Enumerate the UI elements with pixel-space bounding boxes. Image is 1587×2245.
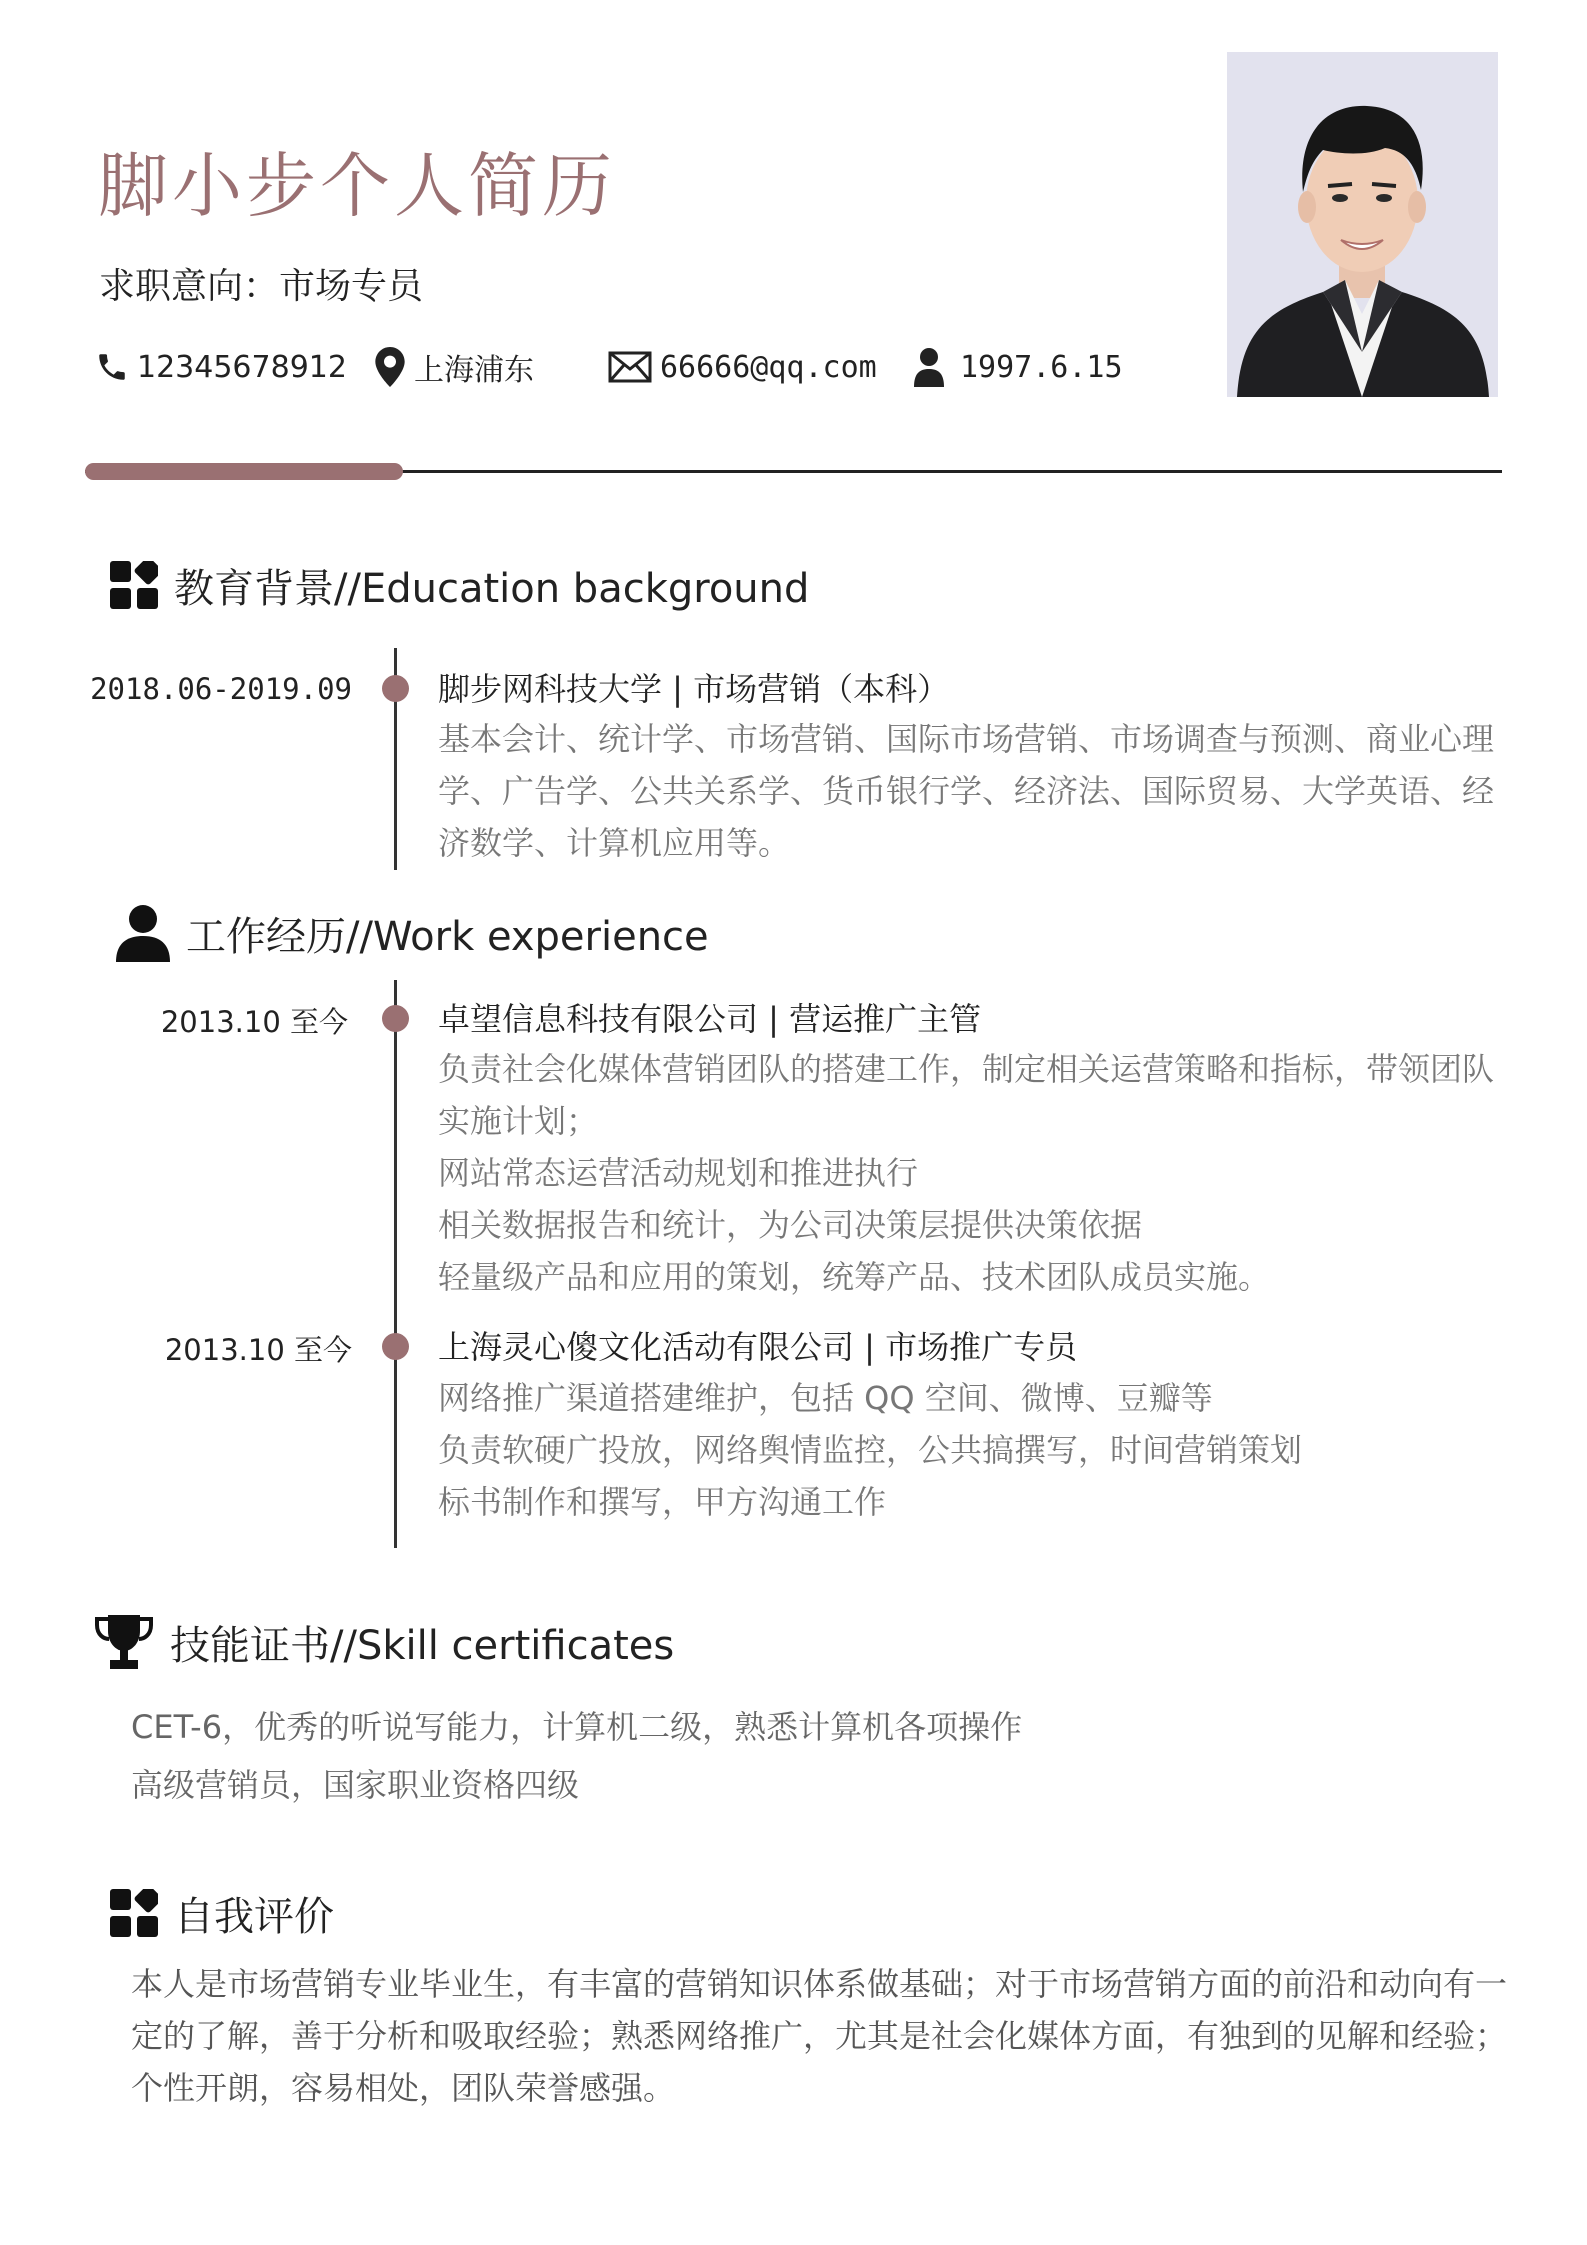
contact-location	[374, 342, 534, 392]
self-heading	[110, 1884, 334, 1942]
email-value: 66666@qq.com	[660, 349, 877, 385]
skills-heading	[94, 1612, 674, 1672]
work-date: 2013.10 至今	[160, 1005, 348, 1039]
self-heading-label: 自我评价	[174, 1893, 334, 1940]
user-silhouette-icon	[116, 904, 170, 962]
envelope-icon	[608, 351, 652, 383]
education-date: 2018.06-2019.09	[90, 672, 352, 706]
birthday-value: 1997.6.15	[960, 349, 1123, 385]
phone-value: 12345678912	[137, 349, 347, 385]
location-value: 上海浦东	[414, 353, 534, 388]
trophy-icon	[94, 1613, 154, 1671]
phone-icon	[95, 350, 129, 384]
grid-icon	[110, 561, 158, 609]
work-date: 2013.10 至今	[164, 1333, 352, 1367]
contact-email	[608, 342, 877, 392]
map-pin-icon	[374, 347, 406, 387]
work-timeline	[394, 980, 397, 1548]
person-icon	[912, 347, 946, 387]
education-heading-label: 教育背景//Education background	[174, 565, 810, 612]
header-divider-accent	[85, 463, 403, 480]
education-description: 基本会计、统计学、市场营销、国际市场营销、市场调查与预测、商业心理学、广告学、公共关系学、货币银行学、经济法、国际贸易、大学英语、经济数学、计算机应用等。	[438, 720, 1495, 862]
self-evaluation-text: 本人是市场营销专业毕业生，有丰富的营销知识体系做基础；对于市场营销方面的前沿和动向有一定的了解，善于分析和吸取经验；熟悉网络推广，尤其是社会化媒体方面，有独到的见解和经验；个性开朗，容易相处，团队荣誉感强。	[131, 1965, 1508, 2107]
job-intent: 求职意向：市场专员	[99, 266, 424, 307]
work-heading	[116, 904, 709, 962]
contact-birthday	[912, 342, 1123, 392]
timeline-dot	[382, 1333, 409, 1360]
timeline-dot	[382, 1005, 409, 1032]
education-title: 脚步网科技大学 | 市场营销（本科）	[438, 670, 950, 708]
work-title: 上海灵心傻文化活动有限公司 | 市场推广专员	[438, 1328, 1078, 1366]
work-title: 卓望信息科技有限公司 | 营运推广主管	[438, 1000, 982, 1038]
skills-list: CET-6，优秀的听说写能力，计算机二级，熟悉计算机各项操作 高级营销员，国家职业资格四级	[131, 1708, 1023, 1804]
resume-title: 脚小步个人简历	[98, 145, 616, 227]
profile-photo	[1227, 52, 1498, 397]
contact-phone	[95, 342, 347, 392]
work-description: 负责社会化媒体营销团队的搭建工作，制定相关运营策略和指标，带领团队实施计划； 网站常态运营活动规划和推进执行 相关数据报告和统计，为公司决策层提供决策依据 轻量级产品和应用的策划，统筹产品、技术团队成员实施。	[438, 1050, 1495, 1296]
timeline-dot	[382, 675, 409, 702]
grid-icon	[110, 1889, 158, 1937]
work-heading-label: 工作经历//Work experience	[186, 913, 709, 960]
work-description: 网络推广渠道搭建维护，包括 QQ 空间、微博、豆瓣等 负责软硬广投放，网络舆情监控，公共搞撰写，时间营销策划 标书制作和撰写，甲方沟通工作	[438, 1379, 1303, 1521]
education-heading	[110, 556, 809, 614]
skills-heading-label: 技能证书//Skill certificates	[170, 1622, 675, 1669]
